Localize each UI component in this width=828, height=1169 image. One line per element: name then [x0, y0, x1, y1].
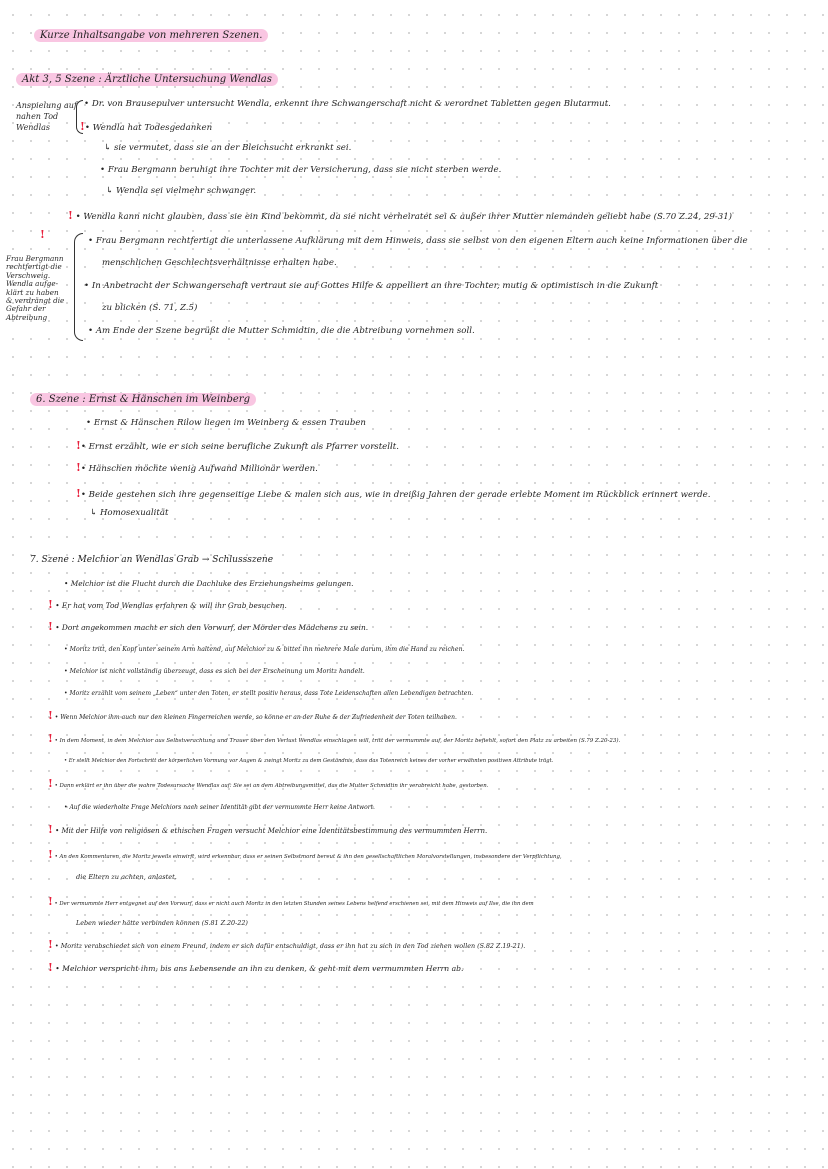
szene7-line-12	[48, 824, 487, 837]
bullet: •	[54, 942, 59, 950]
akt3-heading-label: Akt 3, 5 Szene :	[22, 74, 102, 85]
akt3-line-7	[88, 236, 748, 247]
line-text: An den Kommentaren, die Moritz jeweils einwirft, wird erkennbar, dass er seinen Selbstmord bereut & ihn den gesellschaftlichen Moralvorstellungen, insbesondere der Verpflichtung,	[59, 854, 562, 860]
akt3-side-mark: !	[40, 228, 45, 241]
line-text: Frau Bergmann rechtfertigt die unterlassene Aufklärung mit dem Hinweis, dass sie selbst von den eigenen Eltern auch keine Informationen über die	[95, 236, 748, 246]
line-text: Mit der Hilfe von religiösen & ethischen Fragen versucht Melchior eine Identitätsbestimmung des vermummten Herrn.	[61, 827, 488, 835]
exclamation-mark: !	[48, 777, 53, 790]
line-text: Auf die wiederholte Frage Melchiors nach seiner Identität gibt der vermummte Herr keine Antwort.	[69, 804, 375, 811]
line-text: Dort angekommen macht er sich den Vorwurf, der Mörder des Mädchens zu sein.	[61, 623, 369, 632]
akt3-side-note-1	[16, 100, 77, 133]
szene7-line-1	[64, 578, 354, 589]
line-text: Melchior verspricht ihm, bis ans Lebensende an ihn zu denken, & geht mit dem vermummten Herrn ab.	[62, 964, 464, 973]
exclamation-mark: !	[76, 439, 81, 452]
szene7-line-16	[76, 918, 248, 929]
akt3-line-9	[84, 281, 658, 292]
szene6-line-1	[86, 418, 366, 429]
line-text: Dann erklärt er ihn über die wahre Todesursache Wendlas auf: Sie sei an dem Abtreibungsmittel, das die Mutter Schmidtin ihr verabreicht habe, gestorben.	[59, 783, 489, 789]
exclamation-mark: !	[76, 487, 81, 500]
szene6-line-2	[76, 440, 399, 453]
exclamation-mark: !	[68, 209, 73, 222]
szene6-line-4	[76, 488, 710, 501]
side-note-line: Gefahr der	[6, 304, 46, 314]
line-text: Wendla sei vielmehr schwanger.	[115, 186, 257, 196]
line-text: Frau Bergmann beruhigt ihre Tochter mit der Versicherung, dass sie nicht sterben werde.	[107, 165, 502, 175]
szene6-line-3	[76, 462, 318, 475]
akt3-line-1	[84, 99, 611, 110]
bullet: •	[54, 854, 58, 860]
bullet: •	[55, 623, 60, 632]
akt3-heading-title: Ärztliche Untersuchung Wendlas	[104, 74, 272, 85]
akt3-side-note-2	[6, 255, 68, 322]
bullet: •	[64, 804, 68, 811]
bullet: •	[64, 668, 68, 675]
szene7-line-7	[48, 710, 457, 723]
akt3-line-4	[100, 165, 501, 176]
bullet: •	[80, 490, 86, 500]
exclamation-mark: !	[48, 823, 53, 836]
line-text: Der vermummte Herr entgegnet auf den Vorwurf, dass er nicht auch Moritz in den letzten Stunden seines Lebens helfend erschienen sei, mit dem Hinweis auf Ilse, die ihn dem	[59, 901, 534, 907]
szene6-line-5	[90, 508, 168, 519]
side-note-line: nahen Tod	[16, 112, 59, 121]
exclamation-mark: !	[80, 120, 85, 133]
page-title: Kurze Inhaltsangabe von mehreren Szenen.	[34, 29, 268, 42]
bullet: •	[84, 281, 90, 291]
line-text: sie vermutet, dass sie an der Bleichsucht erkrankt sei.	[113, 143, 352, 153]
szene7-line-17	[48, 939, 525, 952]
szene6-heading: 6. Szene : Ernst & Hänschen im Weinberg	[30, 393, 256, 406]
line-text: Er stellt Melchior den Fortschritt der körperlichen Vormung vor Augen & zwingt Moritz zu dem Geständnis, dass das Totenreich keines der vorher erwähnten positiven Attribute trägt.	[68, 758, 554, 764]
bullet: •	[64, 579, 69, 588]
akt3-line-10	[102, 303, 197, 314]
exclamation-mark: !	[76, 461, 81, 474]
side-note-line: Abtreibung	[6, 312, 48, 322]
side-note-line: & verdrängt die	[6, 296, 65, 306]
akt3-line-6	[68, 210, 732, 223]
akt3-line-2	[80, 121, 212, 134]
bullet: •	[54, 714, 59, 721]
bullet: •	[80, 442, 86, 452]
szene7-line-8	[48, 733, 620, 747]
szene7-line-13	[48, 849, 562, 863]
szene7-heading: 7. Szene : Melchior an Wendlas Grab → Schlussszene	[30, 555, 274, 565]
line-text: Moritz tritt, den Kopf unter seinem Arm haltend, auf Melchior zu & bittet ihn mehrere Male darum, ihm die Hand zu reichen.	[69, 646, 465, 653]
bullet: •	[84, 99, 90, 109]
bullet: •	[54, 901, 58, 907]
akt3-heading	[16, 73, 278, 86]
side-note-line: Frau Bergmann	[6, 254, 64, 263]
akt3-line-5	[106, 186, 256, 197]
line-text: Beide gestehen sich ihre gegenseitige Liebe & malen sich aus, wie in dreißig Jahren der gerade erlebte Moment im Rückblick erinnert werde.	[88, 490, 711, 500]
line-text: Ernst & Hänschen Rilow liegen im Weinberg & essen Trauben	[93, 418, 366, 428]
bullet: •	[54, 783, 58, 789]
side-note-line: klärt zu haben	[6, 287, 59, 297]
line-text: Ernst erzählt, wie er sich seine berufliche Zukunft als Pfarrer vorstellt.	[88, 442, 399, 452]
exclamation-mark: !	[48, 620, 53, 633]
akt3-line-8	[102, 258, 337, 269]
szene7-line-3	[48, 621, 368, 633]
akt3-brace-2	[74, 233, 83, 341]
exclamation-mark: !	[48, 938, 53, 951]
side-note-line: Wendla aufge-	[6, 279, 59, 289]
line-text: In dem Moment, in dem Melchior aus Selbstverachtung und Trauer über den Verlust Wendlas einschlagen will, tritt der vermummte auf, der Moritz befiehlt, sofort den Platz zu arbeiten (S.79 Z.20-23).	[59, 738, 621, 744]
szene7-line-2	[48, 599, 287, 611]
szene7-line-5	[64, 666, 365, 677]
line-text: Homosexualität	[99, 508, 169, 518]
line-text: Er hat vom Tod Wendlas erfahren & will ihr Grab besuchen.	[61, 601, 287, 610]
bullet: •	[55, 964, 60, 973]
arrow-icon: ↳	[90, 508, 98, 518]
szene7-line-15	[48, 896, 534, 910]
akt3-line-11	[88, 326, 475, 337]
bullet: •	[100, 165, 106, 175]
line-text: Moritz erzählt vom seinem „Leben“ unter den Toten, er stellt positiv heraus, dass Tote Leidenschaften allen Lebendigen betrachten.	[69, 690, 474, 697]
bullet: •	[55, 827, 60, 835]
line-text: Am Ende der Szene begrüßt die Mutter Schmidtin, die die Abtreibung vornehmen soll.	[95, 326, 475, 336]
line-text: Melchior ist nicht vollständig überzeugt, dass es sich bei der Erscheinung um Moritz handelt.	[69, 668, 365, 675]
szene7-line-14	[76, 872, 177, 883]
bullet: •	[64, 646, 68, 653]
exclamation-mark: !	[48, 732, 53, 745]
szene7-line-6	[64, 688, 473, 699]
side-note-line: Wendlas	[16, 123, 51, 132]
side-note-line: Anspielung auf	[16, 101, 77, 110]
exclamation-mark: !	[48, 598, 53, 611]
bullet: •	[86, 418, 92, 428]
line-text: Leben wieder hätte verbinden können (S.81 Z.20-22)	[76, 919, 248, 927]
szene7-line-11	[64, 802, 375, 813]
line-text: Hänschen möchte wenig Aufwand Millionär werden.	[88, 464, 318, 474]
side-note-line: Verschweig.	[6, 270, 51, 280]
line-text: Wendla kann nicht glauben, dass sie ein Kind bekommt, da sie nicht verheiratet sei & außer ihrer Mutter niemanden geliebt habe (S.70 Z.24, 29-31)	[83, 212, 733, 222]
akt3-line-3	[104, 143, 351, 154]
line-text: die Eltern zu achten, anlastet.	[76, 873, 177, 881]
side-note-line: rechtfertigt die	[6, 262, 62, 272]
line-text: Melchior ist die Flucht durch die Dachluke des Erziehungsheims gelungen.	[70, 579, 354, 588]
bullet: •	[55, 601, 60, 610]
bullet: •	[64, 758, 68, 764]
line-text: Wenn Melchior ihm auch nur den kleinen Fingerreichen werde, so könne er an der Ruhe & der Zufriedenheit der Toten teilhaben.	[60, 714, 457, 721]
line-text: zu blicken (S. 71, Z.5)	[102, 303, 198, 313]
szene7-line-18	[48, 962, 463, 974]
bullet: •	[80, 464, 86, 474]
bullet: •	[88, 236, 94, 246]
exclamation-mark: !	[48, 961, 53, 974]
line-text: Wendla hat Todesgedanken	[92, 123, 213, 133]
line-text: Dr. von Brausepulver untersucht Wendla, erkennt ihre Schwangerschaft nicht & verordnet Tabletten gegen Blutarmut.	[91, 99, 611, 109]
exclamation-mark: !	[48, 848, 53, 861]
szene7-line-4	[64, 644, 465, 655]
arrow-icon: ↳	[106, 186, 114, 196]
bullet: •	[75, 212, 81, 222]
exclamation-mark: !	[48, 709, 53, 722]
line-text: Moritz verabschiedet sich von einem Freund, indem er sich dafür entschuldigt, dass er ihn hat zu sich in den Tod ziehen wollen (S.82 Z.19-21).	[60, 942, 526, 950]
bullet: •	[64, 690, 68, 697]
line-text: menschlichen Geschlechtsverhältnisse erhalten habe.	[102, 258, 337, 268]
bullet: •	[88, 326, 94, 336]
exclamation-mark: !	[48, 895, 53, 908]
bullet: •	[84, 123, 90, 133]
bullet: •	[54, 738, 58, 744]
arrow-icon: ↳	[104, 143, 112, 153]
szene7-line-10	[48, 778, 488, 792]
szene7-line-9	[64, 756, 553, 767]
line-text: In Anbetracht der Schwangerschaft vertraut sie auf Gottes Hilfe & appelliert an ihre Tochter, mutig & optimistisch in die Zukunft	[91, 281, 659, 291]
